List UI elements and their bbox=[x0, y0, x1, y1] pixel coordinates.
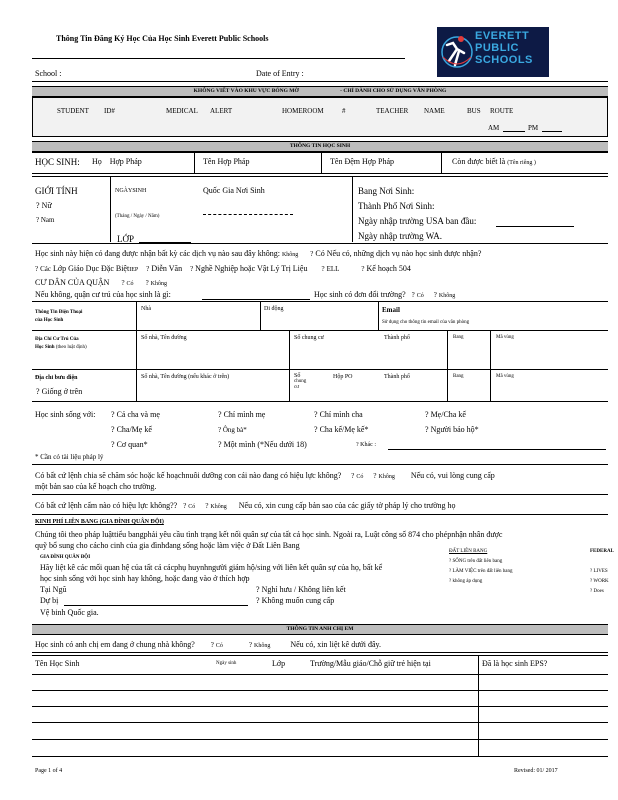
custody-yes[interactable]: Có bbox=[356, 474, 364, 480]
federal-para2-text: quỹ bổ sung cho cácho cinh của gia đìnhđang sống hoặc làm việc ở bbox=[35, 541, 251, 550]
fd-work: ? WORK bbox=[590, 579, 609, 584]
lw-step-father-label: Cha/Mẹ kế bbox=[116, 425, 152, 434]
lw-both-parents[interactable]: ? Cả cha và mẹ bbox=[111, 410, 160, 419]
mail-city-label: Thành phố bbox=[384, 374, 410, 380]
res-zip-label: Mã vùng bbox=[496, 335, 514, 340]
runner-icon bbox=[437, 27, 477, 77]
office-pm: PM bbox=[528, 124, 539, 132]
email-note: Sử dụng cho thông tin email của văn phòng bbox=[382, 320, 470, 325]
svc-504[interactable]: Kế hoạch 504 bbox=[366, 264, 411, 273]
office-alert: ALERT bbox=[210, 107, 233, 115]
lw-step-mother[interactable]: ? Mẹ/Cha kế bbox=[425, 410, 466, 419]
transfer-yes[interactable]: Có bbox=[416, 293, 424, 299]
svc-therapy[interactable]: Nghề Nghiệp hoặc Vật Lý Trị Liệu bbox=[195, 264, 308, 273]
fl-work[interactable]: ? LÀM VIỆC trên đất liên bang bbox=[449, 569, 513, 574]
fl-live[interactable]: ? SỐNG trên đất liên bang bbox=[449, 559, 503, 564]
military-line1-a: Hãy liệt kê các mối quan hệ của tất cả cácphụ huynhngười giám hộ/sing bbox=[40, 563, 271, 572]
office-medical: MEDICAL bbox=[166, 107, 198, 115]
legal-docs-note: * Cần có tài liệu pháp lý bbox=[35, 453, 104, 461]
military-line2-a: học sinh sống với học sinh hay không bbox=[40, 574, 161, 583]
gender-label: GIỚI TÍNH bbox=[35, 186, 78, 196]
office-am: AM bbox=[488, 124, 500, 132]
lw-grandparents[interactable]: ? Ông bà* bbox=[218, 426, 247, 434]
military-line2 bbox=[40, 574, 250, 583]
siblings-yes[interactable]: Có bbox=[215, 643, 223, 649]
svc-speech[interactable]: Diễn Văn bbox=[151, 264, 183, 273]
office-use-bar bbox=[32, 86, 608, 97]
lw-step-both-label: Cha kế/Mẹ kế* bbox=[319, 425, 369, 434]
office-bar-right: - CHỈ DÀNH CHO SỬ DỤNG VĂN PHÒNG bbox=[340, 88, 447, 94]
legal-label: Hợp Pháp bbox=[109, 157, 142, 166]
lw-step-both[interactable]: ? Cha kế/Mẹ kế* bbox=[314, 425, 369, 434]
lw-guardian-label: Người bảo hộ* bbox=[430, 425, 479, 434]
office-teacher: TEACHER bbox=[376, 107, 409, 115]
mobile-phone-label: Di động bbox=[264, 306, 284, 312]
federal-para2b: Đất Liên Bang bbox=[252, 541, 300, 550]
custody-no[interactable]: Không bbox=[378, 474, 395, 480]
military-line1 bbox=[40, 563, 382, 572]
date-of-entry-field[interactable] bbox=[320, 67, 400, 78]
mail-apt-3: cư bbox=[294, 385, 299, 390]
federal-title: KINH PHÍ LIÊN BANG (GIA ĐÌNH QUÂN ĐỘI) bbox=[35, 519, 164, 525]
table-row[interactable] bbox=[32, 739, 608, 740]
sib-col-name: Tên Học Sinh bbox=[35, 659, 80, 668]
grade-label: LỚP bbox=[117, 234, 135, 244]
phone-label bbox=[35, 309, 82, 325]
office-id: ID# bbox=[104, 107, 115, 115]
siblings-if-yes: Nếu có, xin liệt kê dưới đây. bbox=[290, 640, 382, 649]
svc-ell[interactable]: ELL bbox=[326, 265, 340, 273]
page-number: Page 1 of 4 bbox=[35, 768, 63, 774]
mil-guard[interactable]: Vệ binh Quốc gia. bbox=[40, 608, 99, 617]
fd-lives-label: LIVES bbox=[593, 569, 608, 574]
lw-both-label: Cả cha và mẹ bbox=[116, 410, 160, 419]
student-label: HỌC SINH: bbox=[35, 157, 80, 167]
fl-live-label: SỐNG trên đất liên bang bbox=[452, 559, 503, 564]
office-bus: BUS bbox=[467, 107, 481, 115]
resident-yes[interactable]: Có bbox=[126, 281, 134, 287]
table-row[interactable] bbox=[32, 722, 608, 723]
sib-col-school: Trường/Mẫu giáo/Chỗ giữ trẻ hiện tại bbox=[310, 659, 431, 668]
school-label: School : bbox=[35, 69, 62, 78]
aka-text2: là bbox=[499, 157, 506, 166]
gender-male[interactable]: ? Nam bbox=[36, 216, 55, 224]
mail-street-label: Số nhà, Tên đường (nếu khác ở trên) bbox=[141, 374, 230, 380]
federal-para2 bbox=[35, 541, 300, 550]
mil-decline[interactable]: ? Không muốn cung cấp bbox=[256, 596, 335, 605]
residence-note: (theo luật định) bbox=[55, 345, 87, 350]
revised-date: Revised: 01/ 2017 bbox=[514, 768, 558, 774]
mail-apt-label bbox=[294, 373, 306, 391]
mail-apt-1: Số bbox=[294, 373, 301, 379]
date-of-entry-label: Date of Entry : bbox=[256, 69, 304, 78]
same-as-above[interactable]: ? Giống ở trên bbox=[36, 387, 83, 396]
military-title: GIA ĐÌNH QUÂN ĐỘI bbox=[40, 555, 91, 560]
federal-en-title: FEDERAL bbox=[590, 549, 614, 554]
federal-para1-text: Chúng tôi theo pháp luậttiểu bangphải yêu cầu tình trạng kết nối quân sự của tất cả học sinh. Ngoài ra, Luật công số 874 cho phép bbox=[35, 530, 452, 539]
home-phone-field[interactable] bbox=[141, 315, 256, 325]
office-name: NAME bbox=[424, 107, 445, 115]
federal-para1 bbox=[35, 530, 502, 539]
lw-guardian[interactable]: ? Người bảo hộ* bbox=[425, 425, 479, 434]
fd-work-label: WORK bbox=[593, 579, 609, 584]
resident-row: CƯ DÂN CỦA QUẬN ? Có ? Không bbox=[35, 278, 168, 287]
restraint-q: Có bất cứ lệnh cấm nào có hiệu lực không?? ? Có ? Không Nếu có, xin cung cấp bản sao của các giấy tờ pháp lý cho trường họ bbox=[35, 501, 456, 510]
res-state-label: Bang bbox=[453, 335, 464, 340]
mil-retired[interactable]: ? Nghỉ hưu / Không liên kết bbox=[256, 585, 346, 594]
resident-no[interactable]: Không bbox=[150, 281, 168, 287]
lw-father[interactable]: ? Chỉ mình cha bbox=[314, 410, 363, 419]
resident-label: CƯ DÂN CỦA QUẬN bbox=[35, 278, 110, 287]
aka-note: (Tên riêng ) bbox=[507, 160, 536, 166]
birth-city-label: Thành Phố Nơi Sinh: bbox=[358, 201, 435, 211]
fd-does: ? Does bbox=[590, 589, 604, 594]
birth-state-label: Bang Nơi Sinh: bbox=[358, 186, 415, 196]
usa-entry-label: Ngày nhập trường USA ban đầu: bbox=[358, 216, 477, 226]
school-field[interactable] bbox=[70, 67, 240, 78]
siblings-no[interactable]: Không bbox=[253, 643, 271, 649]
svc-sped[interactable]: Lớp Giáo Dục Đặc Biệt bbox=[53, 264, 130, 273]
mil-reserve[interactable]: Dự bị bbox=[40, 596, 59, 605]
student-info-bar: THÔNG TIN HỌC SINH bbox=[32, 141, 608, 152]
office-hash: # bbox=[342, 107, 346, 115]
mil-active[interactable]: Tại Ngũ bbox=[40, 585, 67, 594]
table-row[interactable] bbox=[32, 674, 608, 675]
gender-male-label: Nam bbox=[40, 216, 55, 224]
services-yes[interactable]: Có Nếu có, những dịch vụ nào học sinh được nhận? bbox=[315, 249, 482, 258]
services-options: ? Các Lớp Giáo Dục Đặc BiệtIEP ? Diễn Văn ? Nghề Nghiệp hoặc Vật Lý Trị Liệu ? ELL ? Kế hoạch 504 bbox=[35, 264, 411, 273]
restraint-text: Có bất cứ lệnh cấm nào có hiệu lực không?? bbox=[35, 501, 178, 510]
res-street-label: Số nhà, Tên đường bbox=[141, 335, 187, 341]
military-line1-b: với liên kết quân sự của họ, bất kể bbox=[272, 563, 383, 572]
sib-col-dob: Ngày sinh bbox=[216, 661, 237, 666]
table-row[interactable] bbox=[32, 706, 608, 707]
custody-q1: Có bất cứ lệnh chia sẽ chăm sóc hoặc kế hoạchnuôi dưỡng con cái nào đang có hiệu lực không? ? Có ? Không Nếu có, vui lòng cung cấp bbox=[35, 471, 495, 480]
fd-does-label: Does bbox=[593, 589, 604, 594]
fl-work-label: LÀM VIỆC trên đất liên bang bbox=[452, 569, 513, 574]
mobile-phone-field[interactable] bbox=[264, 315, 374, 325]
po-box-label: Hộp PO bbox=[333, 374, 353, 380]
federal-para1b: nhận nhân được bbox=[451, 530, 503, 539]
mail-zip-label: Mã vùng bbox=[496, 374, 514, 379]
phone-label-2: của Học Sinh bbox=[35, 318, 64, 323]
restraint-yes[interactable]: Có bbox=[188, 504, 196, 510]
custody-line2: một bản sao của kế hoạch cho trường. bbox=[35, 482, 157, 491]
restraint-if: Nếu có, xin cung cấp bản sao của các giấy tờ pháp lý cho trường họ bbox=[238, 501, 456, 510]
military-line2-b: , hoặc đang vào ở thích hợp bbox=[160, 574, 250, 583]
phone-label-1: Thông Tin Điện Thoại bbox=[35, 310, 83, 315]
residence-label-1: Địa Chỉ Cư Trú Của bbox=[35, 337, 79, 342]
services-q-text: Học sinh này hiện có đang được nhận bất kỳ các dịch vụ nào sau đây không: bbox=[35, 249, 280, 258]
lw-agency[interactable]: ? Cơ quan* bbox=[111, 440, 148, 449]
fl-none-label: không áp dụng bbox=[452, 579, 483, 584]
lw-grandparents-label: Ông bà* bbox=[222, 426, 247, 434]
lw-agency-label: Cơ quan* bbox=[116, 440, 148, 449]
birth-country-label: Quốc Gia Nơi Sinh bbox=[203, 186, 265, 195]
fl-none[interactable]: ? không áp dụng bbox=[449, 579, 483, 584]
legal-last-label bbox=[92, 157, 142, 166]
svc-iep: IEP bbox=[129, 267, 139, 273]
lw-other[interactable]: ? Khác : bbox=[356, 442, 376, 448]
lw-self[interactable]: ? Một mình (*Nếu dưới 18) bbox=[218, 440, 307, 449]
lw-other-label: Khác : bbox=[360, 442, 376, 448]
office-route: ROUTE bbox=[490, 107, 514, 115]
mil-decline-label: Không muốn cung cấp bbox=[261, 596, 335, 605]
transfer-text: Học sinh có đơn đổi trường? bbox=[314, 290, 406, 299]
custody-if: Nếu có, vui lòng cung cấp bbox=[410, 471, 495, 480]
logo-line-2: PUBLIC bbox=[475, 42, 519, 54]
gender-female[interactable]: ? Nữ bbox=[36, 201, 52, 210]
aka-text: Còn được biết bbox=[452, 157, 498, 166]
logo-line-1: EVERETT bbox=[475, 30, 530, 42]
res-apt-label: Số chung cư bbox=[294, 335, 324, 341]
office-student: STUDENT bbox=[57, 107, 89, 115]
wa-entry-label: Ngày nhập trường WA. bbox=[358, 231, 442, 241]
same-as-above-label: Giống ở trên bbox=[41, 387, 83, 396]
sib-col-grade: Lớp bbox=[272, 659, 286, 668]
siblings-q-text: Học sinh có anh chị em đang ở chung nhà không? bbox=[35, 640, 195, 649]
email-label: Email bbox=[382, 306, 400, 314]
transfer-question: Học sinh có đơn đổi trường? ? Có ? Không bbox=[314, 290, 456, 299]
lw-step-father[interactable]: ? Cha/Mẹ kế bbox=[111, 425, 152, 434]
gender-female-label: Nữ bbox=[41, 201, 52, 210]
services-no[interactable]: Không bbox=[281, 252, 299, 258]
dob-label: NGÀYSINH bbox=[115, 188, 147, 194]
siblings-question: Học sinh có anh chị em đang ở chung nhà không? ? Có ? Không Nếu có, xin liệt kê dưới đây. bbox=[35, 640, 382, 649]
siblings-bar: THÔNG TIN ANH CHỊ EM bbox=[32, 624, 608, 635]
mil-retired-label: Nghỉ hưu / Không liên kết bbox=[261, 585, 346, 594]
dob-format: (Tháng / Ngày / Năm) bbox=[115, 214, 160, 219]
home-phone-label: Nhà bbox=[141, 306, 151, 312]
residence-label bbox=[35, 336, 87, 352]
res-city-label: Thành phố bbox=[384, 335, 410, 341]
svc-cac: Các bbox=[40, 265, 51, 273]
table-row[interactable] bbox=[32, 756, 608, 757]
last-name-label: Họ bbox=[92, 157, 102, 166]
office-bar-left: KHÔNG VIẾT VÀO KHU VỰC BÓNG MỜ bbox=[193, 88, 299, 94]
legal-middle-label: Tên Đệm Hợp Pháp bbox=[330, 157, 394, 166]
lw-step-mother-label: Mẹ/Cha kế bbox=[430, 410, 466, 419]
mail-state-label: Bang bbox=[453, 374, 464, 379]
restraint-no[interactable]: Không bbox=[210, 504, 227, 510]
office-homeroom: HOMEROOM bbox=[282, 107, 324, 115]
transfer-no[interactable]: Không bbox=[438, 293, 456, 299]
table-row[interactable] bbox=[32, 690, 608, 691]
legal-first-label: Tên Hợp Pháp bbox=[203, 157, 250, 166]
residence-label-2: Học Sinh bbox=[35, 345, 55, 350]
federal-land-title: ĐẤT LIÊN BANG bbox=[449, 549, 488, 554]
logo-line-3: SCHOOLS bbox=[475, 54, 533, 66]
if-no-district: Nếu không, quận cư trú của học sinh là gì: bbox=[35, 290, 171, 299]
sib-col-eps: Đã là học sinh EPS? bbox=[482, 659, 548, 668]
fd-lives: ? LIVES bbox=[590, 569, 608, 574]
lw-father-label: Chỉ mình cha bbox=[319, 410, 363, 419]
aka-label bbox=[452, 157, 536, 166]
lw-self-label: Một mình (*Nếu dưới 18) bbox=[223, 440, 307, 449]
services-question: Học sinh này hiện có đang được nhận bất kỳ các dịch vụ nào sau đây không: Không ? Có Nếu có, những dịch vụ nào học sinh được nhận? bbox=[35, 249, 482, 258]
mail-apt-2: chung bbox=[294, 379, 307, 384]
mailing-label: Địa chỉ bưu điện bbox=[35, 375, 78, 381]
custody-q1-text: Có bất cứ lệnh chia sẽ chăm sóc hoặc kế hoạchnuôi dưỡng con cái nào đang có hiệu lực không? bbox=[35, 471, 342, 480]
lives-with-label: Học sinh sống với: bbox=[35, 410, 96, 419]
form-title: Thông Tin Đăng Ký Học Của Học Sinh Everett Public Schools bbox=[56, 34, 269, 43]
lw-mother[interactable]: ? Chỉ mình mẹ bbox=[218, 410, 266, 419]
district-logo bbox=[437, 27, 549, 77]
lw-mother-label: Chỉ mình mẹ bbox=[223, 410, 266, 419]
